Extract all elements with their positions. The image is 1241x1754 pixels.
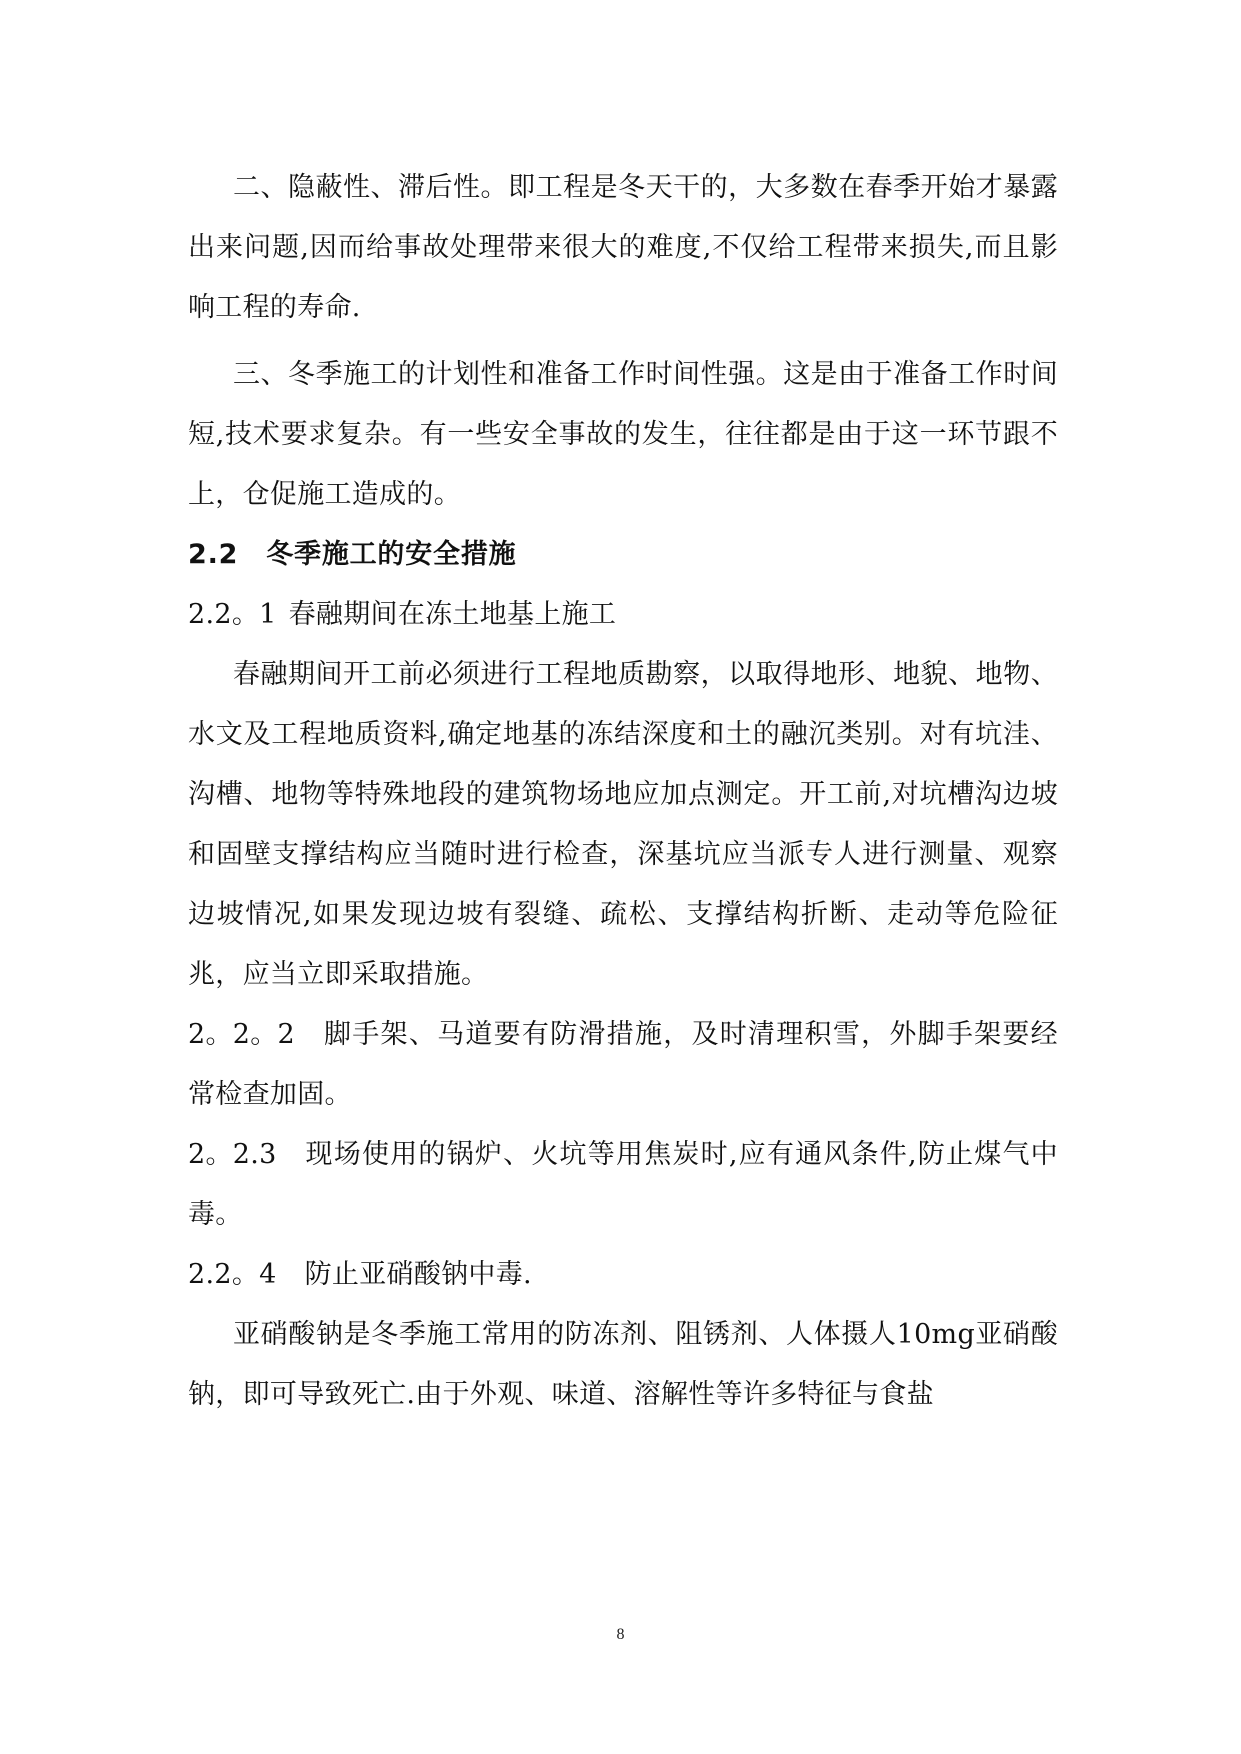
paragraph-concealment: 二、隐蔽性、滞后性。即工程是冬天干的，大多数在春季开始才暴露出来问题,因而给事故处理带来很大的难度,不仅给工程带来损失,而且影响工程的寿命. (188, 172, 1058, 323)
subsection-title: 春融期间在冻土地基上施工 (288, 599, 617, 630)
section-title: 冬季施工的安全措施 (266, 539, 517, 570)
subsection-text: 现场使用的锅炉、火坑等用焦炭时,应有通风条件,防止煤气中毒。 (188, 1139, 1058, 1230)
section-heading-2-2 (188, 525, 1058, 585)
subsection-heading-2-2-4 (188, 1245, 1058, 1305)
section-number: 2.2 (188, 539, 239, 570)
subsection-number: 2.2。4 (188, 1259, 277, 1290)
page-body (188, 158, 1058, 1425)
subsection-heading-2-2-1 (188, 585, 1058, 645)
subsection-2-2-3 (188, 1125, 1058, 1245)
subsection-number: 2。2.3 (188, 1139, 277, 1170)
subsection-title: 防止亚硝酸钠中毒. (304, 1259, 532, 1290)
page-number: 8 (616, 1626, 625, 1643)
subsection-2-2-2 (188, 1005, 1058, 1125)
paragraph-thaw-construction: 春融期间开工前必须进行工程地质勘察，以取得地形、地貌、地物、水文及工程地质资料,确定地基的冻结深度和土的融沉类别。对有坑洼、沟槽、地物等特殊地段的建筑物场地应加点测定。开工前,对坑槽沟边坡和固壁支撑结构应当随时进行检查，深基坑应当派专人进行测量、观察边坡情况,如果发现边坡有裂缝、疏松、支撑结构折断、走动等危险征兆，应当立即采取措施。 (188, 659, 1058, 990)
subsection-number: 2.2。1 (188, 599, 277, 630)
paragraph-planning: 三、冬季施工的计划性和准备工作时间性强。这是由于准备工作时间短,技术要求复杂。有一些安全事故的发生，往往都是由于这一环节跟不上，仓促施工造成的。 (188, 359, 1058, 510)
subsection-text: 脚手架、马道要有防滑措施，及时清理积雪，外脚手架要经常检查加固。 (188, 1019, 1058, 1110)
subsection-number: 2。2。2 (188, 1019, 296, 1050)
paragraph-sodium-nitrite: 亚硝酸钠是冬季施工常用的防冻剂、阻锈剂、人体摄人10mg亚硝酸钠，即可导致死亡.由于外观、味道、溶解性等许多特征与食盐 (188, 1319, 1058, 1410)
